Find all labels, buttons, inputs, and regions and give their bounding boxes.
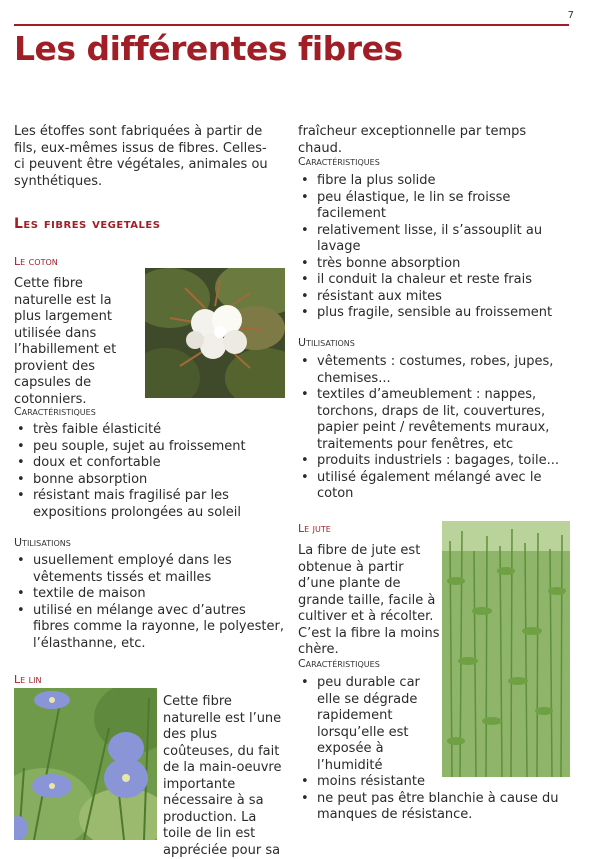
list-item: • peu élastique, le lin se froisse facilement: [298, 190, 570, 223]
coton-heading: Le coton: [14, 255, 58, 268]
section-title-vegetales: Les fibres vegetales: [14, 216, 161, 232]
list-item: • peu souple, sujet au froissement: [14, 439, 284, 456]
coton-characteristics-list: [14, 422, 284, 521]
list-item: • usuellement employé dans les vêtements tissés et mailles: [14, 553, 284, 586]
list-item: • résistant mais fragilisé par les expositions prolongées au soleil: [14, 488, 284, 521]
list-item: • très faible élasticité: [14, 422, 284, 439]
intro-paragraph: Les étoffes sont fabriquées à partir de fils, eux-mêmes issus de fibres. Celles-ci peuvent être végétales, animales ou synthétiques.: [14, 124, 268, 189]
jute-characteristics-list-a: [298, 675, 440, 774]
flax-photo: [14, 688, 157, 840]
cotton-boll-illustration: [145, 268, 285, 398]
lin-heading: Le lin: [14, 673, 42, 686]
lin-description-continued: fraîcheur exceptionnelle par temps chaud.: [298, 124, 527, 156]
list-item: • peu durable car elle se dégrade rapidement lorsqu’elle est exposée à l’humidité: [298, 675, 440, 774]
lin-characteristics-list: [298, 173, 570, 322]
lin-uses-list: [298, 354, 563, 503]
jute-characteristics-list-b: [298, 774, 570, 824]
flax-flowers-illustration: [14, 688, 157, 840]
list-item: • résistant aux mites: [298, 289, 570, 306]
lin-uses-heading: Utilisations: [298, 336, 355, 349]
list-item: • vêtements : costumes, robes, jupes, chemises...: [298, 354, 563, 387]
jute-plants-illustration: [442, 521, 570, 777]
lin-description: Cette fibre naturelle est l’une des plus coûteuses, du fait de la main-oeuvre importante nécessaire à sa production. La toile de lin est appréciée pour sa: [163, 694, 282, 858]
lin-characteristics-heading: Caractéristiques: [298, 155, 380, 168]
list-item: • moins résistante: [298, 774, 570, 791]
list-item: • bonne absorption: [14, 472, 284, 489]
list-item: • très bonne absorption: [298, 256, 570, 273]
jute-characteristics-heading: Caractéristiques: [298, 657, 380, 670]
list-item: • plus fragile, sensible au froissement: [298, 305, 570, 322]
jute-heading: Le jute: [298, 522, 331, 535]
title-rule: [14, 24, 569, 26]
page-number: 7: [567, 10, 574, 21]
coton-characteristics-heading: Caractéristiques: [14, 405, 96, 418]
list-item: • doux et confortable: [14, 455, 284, 472]
list-item: • textiles d’ameublement : nappes, torchons, draps de lit, couvertures, papier peint / revêtements muraux, traitements pour fenêtres, etc: [298, 387, 563, 453]
list-item: • utilisé également mélangé avec le coton: [298, 470, 563, 503]
list-item: • il conduit la chaleur et reste frais: [298, 272, 570, 289]
list-item: • utilisé en mélange avec d’autres fibres comme la rayonne, le polyester, l’élasthanne, etc.: [14, 603, 284, 653]
coton-description: Cette fibre naturelle est la plus largement utilisée dans l’habillement et provient des capsules de cotonniers.: [14, 276, 117, 407]
list-item: • fibre la plus solide: [298, 173, 570, 190]
coton-uses-list: [14, 553, 284, 652]
list-item: • textile de maison: [14, 586, 284, 603]
cotton-photo: [145, 268, 285, 398]
list-item: • ne peut pas être blanchie à cause du manques de résistance.: [298, 791, 570, 824]
jute-photo: [442, 521, 570, 777]
list-item: • produits industriels : bagages, toile...: [298, 453, 563, 470]
jute-description: La fibre de jute est obtenue à partir d’une plante de grande taille, facile à cultiver et à récolter. C’est la fibre la moins chère.: [298, 543, 440, 657]
page-title: Les différentes fibres: [14, 29, 403, 68]
coton-uses-heading: Utilisations: [14, 536, 71, 549]
list-item: • relativement lisse, il s’assouplit au lavage: [298, 223, 570, 256]
